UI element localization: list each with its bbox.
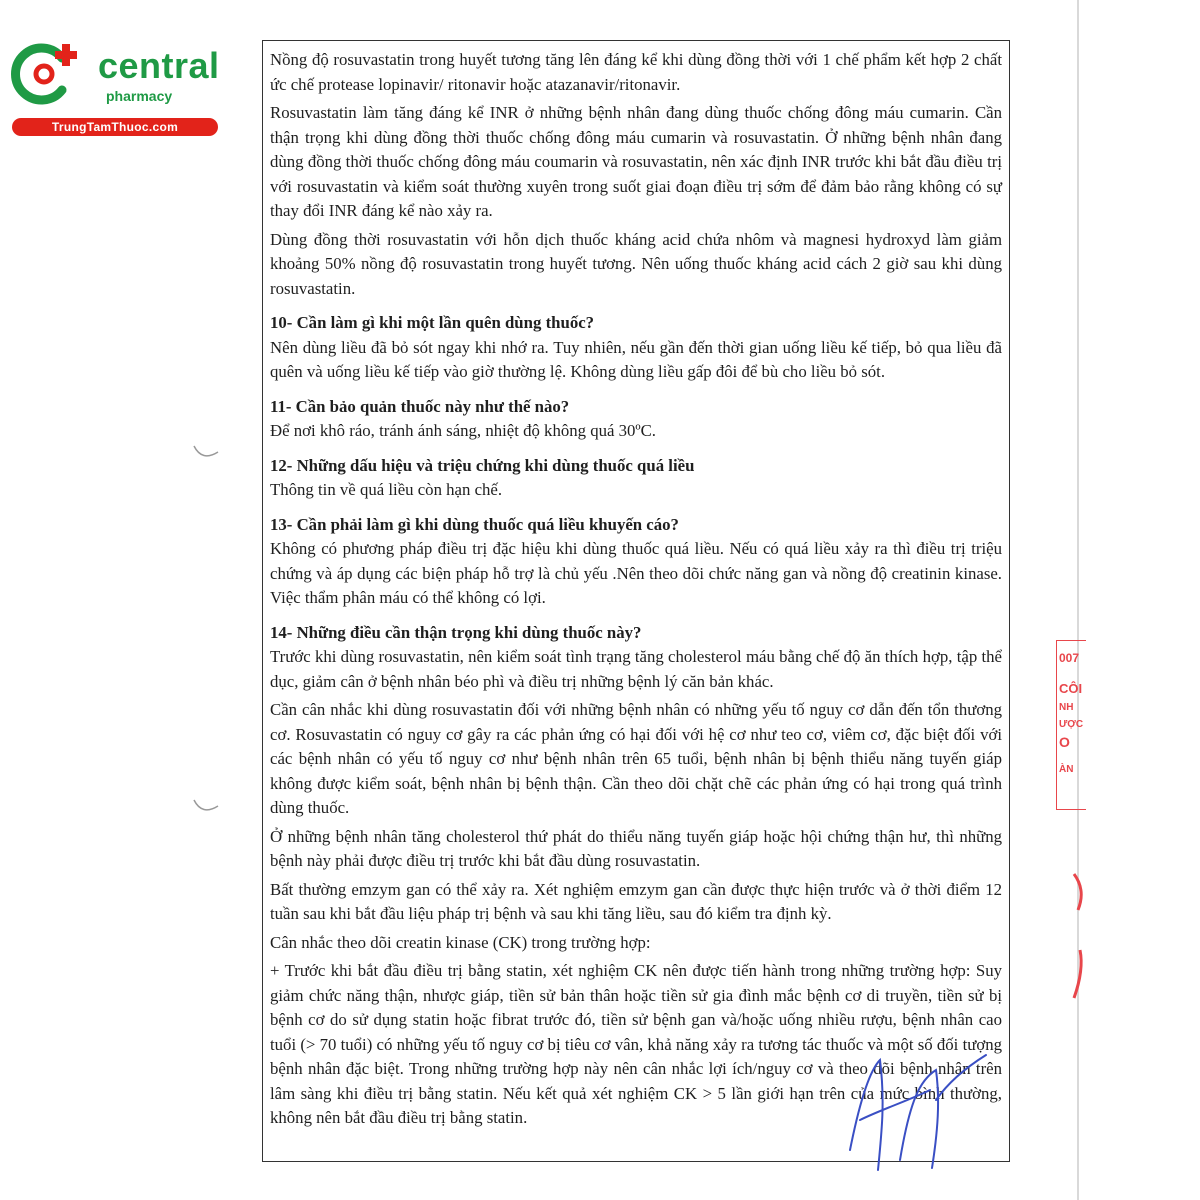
binder-hole-mark [190, 796, 220, 816]
stamp-text: CÔI [1059, 681, 1083, 696]
paragraph-antacid-interaction: Dùng đồng thời rosuvastatin với hỗn dịch thuốc kháng acid chứa nhôm và magnesi hydroxyd làm giảm khoảng 50% nồng độ rosuvastatin trong huyết tương. Nên uống thuốc kháng acid cách 2 giờ sau khi dùng rosuvastatin. [270, 229, 1002, 298]
stamp-text: O [1059, 734, 1070, 750]
section-14-title: 14- Những điều cần thận trọng khi dùng thuốc này? [270, 622, 642, 642]
section-11-text: Để nơi khô ráo, tránh ánh sáng, nhiệt độ không quá 30ºC. [270, 421, 656, 440]
page-edge [1077, 0, 1079, 1200]
red-approval-stamp [1056, 640, 1086, 810]
section-10-text: Nên dùng liều đã bỏ sót ngay khi nhớ ra. Tuy nhiên, nếu gần đến thời gian uống liều kế tiếp, bỏ qua liều đã quên và uống liều kế tiếp vào giờ thường lệ. Không dùng liều gấp đôi để bù cho liều bỏ sót. [270, 337, 1002, 381]
section-14-text-4: Bất thường emzym gan có thể xảy ra. Xét nghiệm emzym gan cần được thực hiện trước và ở thời điểm 12 tuần sau khi bắt đầu liệu pháp trị bệnh và sau khi tăng liều, sau đó kiểm tra định kỳ. [270, 879, 1002, 923]
section-11-title: 11- Cần bảo quản thuốc này như thế nào? [270, 396, 570, 416]
signature-mark [840, 1040, 990, 1180]
paragraph-inr-interaction: Rosuvastatin làm tăng đáng kể INR ở những bệnh nhân đang dùng thuốc chống đông máu cumarin. Cần thận trọng khi dùng đồng thời thuốc chống đông máu cumarin và rosuvastatin. Ở những bệnh nhân đang dùng đồng thời thuốc chống đông máu coumarin và rosuvastatin, nên xác định INR trước khi bắt đầu điều trị với rosuvastatin và kiểm soát thường xuyên trong suốt giai đoạn điều trị sớm để đảm bảo rằng không có sự thay đổi INR đáng kể nào xảy ra. [270, 103, 1002, 220]
section-14-text-2: Cần cân nhắc khi dùng rosuvastatin đối với những bệnh nhân có những yếu tố nguy cơ dẫn đến tổn thương cơ. Rosuvastatin có nguy cơ gây ra các phản ứng có hại đối với hệ cơ như teo cơ, viêm cơ, đặc biệt đối với các bệnh nhân có yếu tố nguy cơ như bệnh nhân trên 65 tuổi, bệnh nhân bị bệnh thiểu năng tuyến giáp không được kiểm soát, bệnh nhân bị bệnh thận. Cần theo dõi chặt chẽ các phản ứng có hại trong quá trình dùng thuốc. [270, 700, 1002, 817]
logo-subtitle: pharmacy [106, 88, 173, 104]
section-13-text: Không có phương pháp điều trị đặc hiệu khi dùng thuốc quá liều. Nếu có quá liều xảy ra thì điều trị triệu chứng và áp dụng các biện pháp hỗ trợ là chủ yếu .Nên theo dõi chức năng gan và nồng độ creatinin kinase. Việc thẩm phân máu có thể không có lợi. [270, 539, 1002, 607]
red-stamp-fragment [1060, 870, 1090, 1010]
stamp-text: ÀN [1059, 764, 1074, 775]
paragraph-protease-interaction: Nồng độ rosuvastatin trong huyết tương tăng lên đáng kể khi dùng đồng thời với 1 chế phẩm kết hợp 2 chất ức chế protease lopinavir/ ritonavir hoặc atazanavir/ritonavir. [270, 50, 1002, 94]
central-pharmacy-logo [10, 38, 220, 138]
logo-brand-name: central [98, 45, 220, 86]
leaflet-content [270, 48, 1002, 1135]
section-12-title: 12- Những dấu hiệu và triệu chứng khi dùng thuốc quá liều [270, 455, 695, 475]
section-12-text: Thông tin về quá liều còn hạn chế. [270, 480, 503, 499]
pharmacy-logo-icon [10, 38, 90, 108]
section-13-title: 13- Cần phải làm gì khi dùng thuốc quá liều khuyến cáo? [270, 514, 679, 534]
stamp-text: 007 [1059, 651, 1080, 665]
stamp-text: ƯỢC [1059, 719, 1084, 730]
binder-hole-mark [190, 442, 220, 462]
section-14-text-3: Ở những bệnh nhân tăng cholesterol thứ phát do thiểu năng tuyến giáp hoặc hội chứng thận hư, thì những bệnh này phải được điều trị trước khi bắt đầu dùng rosuvastatin. [270, 826, 1002, 870]
section-10-title: 10- Cần làm gì khi một lần quên dùng thuốc? [270, 313, 595, 332]
section-14-text-5: Cân nhắc theo dõi creatin kinase (CK) trong trường hợp: [270, 932, 651, 952]
section-14-text-1: Trước khi dùng rosuvastatin, nên kiểm soát tình trạng tăng cholesterol máu bằng chế độ ăn thích hợp, tập thể dục, giảm cân ở bệnh nhân béo phì và điều trị những bệnh lý căn bản khác. [270, 647, 1002, 691]
stamp-text: NH [1059, 702, 1074, 713]
section-14-text-6: + Trước khi bắt đầu điều trị bằng statin, xét nghiệm CK nên được tiến hành trong những trường hợp: Suy giảm chức năng thận, nhược giáp, tiền sử bản thân hoặc tiền sử gia đình mắc bệnh cơ di truyền, tiền sử bị bệnh cơ do sử dụng statin hoặc fibrat trước đó, tiền sử bệnh gan và/hoặc uống nhiều rượu, bệnh nhân cao tuổi (> 70 tuổi) có những yếu tố nguy cơ bị tiêu cơ vân, khả năng xảy ra tương tác thuốc và một số đối tượng bệnh nhân đặc biệt. Trong những trường hợp này nên cân nhắc lợi ích/nguy cơ và theo dõi bệnh nhân trên lâm sàng khi điều trị bằng statin. Nếu kết quả xét nghiệm CK > 5 lần giới hạn trên của mức bình thường, không nên bắt đầu điều trị bằng statin. [270, 961, 1002, 1127]
logo-website: TrungTamThuoc.com [12, 118, 218, 136]
